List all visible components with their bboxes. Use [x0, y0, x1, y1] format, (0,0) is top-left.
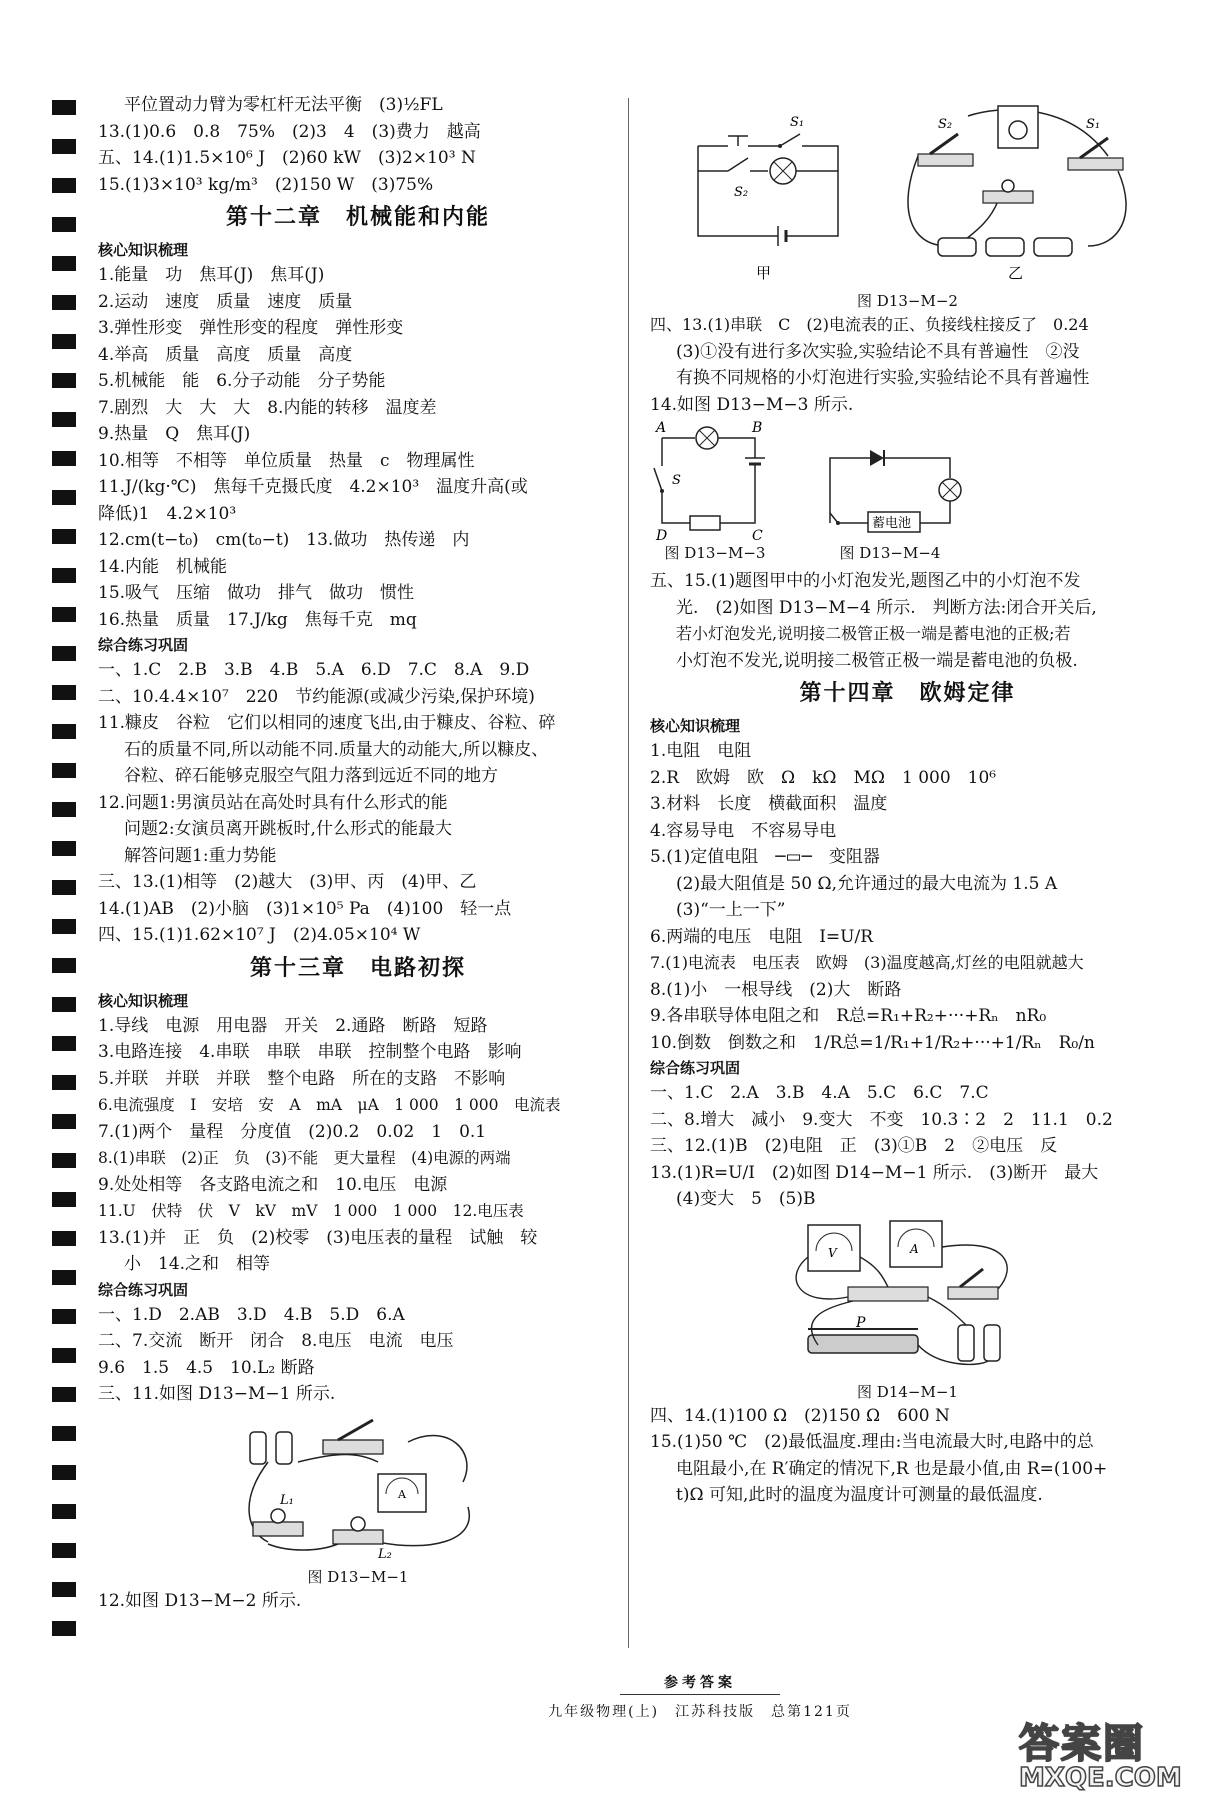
answer-line: 有换不同规格的小灯泡进行实验,实验结论不具有普遍性	[676, 368, 1090, 388]
answer-line: 6.两端的电压 电阻 I=U/R	[650, 926, 874, 947]
answer-line: (2)最大阻值是 50 Ω,允许通过的最大电流为 1.5 A	[676, 873, 1058, 894]
binding-mark	[52, 997, 76, 1012]
binding-mark	[52, 1231, 76, 1246]
section-heading: 核心知识梳理	[98, 991, 189, 1010]
label-yi: 乙	[1007, 264, 1023, 282]
answer-line: 3.电路连接 4.串联 串联 串联 控制整个电路 影响	[98, 1042, 522, 1062]
answer-line: 4.举高 质量 高度 质量 高度	[98, 344, 353, 365]
binding-mark	[52, 958, 76, 973]
binding-mark	[52, 1543, 76, 1558]
answer-line: 三、12.(1)B (2)电阻 正 (3)①B 2 ②电压 反	[650, 1136, 1058, 1156]
answer-line: 四、13.(1)串联 C (2)电流表的正、负接线柱接反了 0.24	[650, 315, 1089, 334]
answer-line: 一、1.C 2.B 3.B 4.B 5.A 6.D 7.C 8.A 9.D	[98, 660, 530, 680]
answer-line: 13.(1)R=U/I (2)如图 D14−M−1 所示. (3)断开 最大	[650, 1162, 1099, 1183]
answer-line: 11.糠皮 谷粒 它们以相同的速度飞出,由于糠皮、谷粒、碎	[98, 713, 556, 733]
binding-mark	[52, 178, 76, 193]
answer-line: 五、14.(1)1.5×10⁶ J (2)60 kW (3)2×10³ N	[98, 148, 476, 168]
label-l1: L₁	[280, 1492, 294, 1508]
answer-line: 10.倒数 倒数之和 1/R总=1/R₁+1/R₂+···+1/Rₙ R₀/n	[650, 1032, 1095, 1053]
answer-line: 15.(1)3×10³ kg/m³ (2)150 W (3)75%	[98, 174, 434, 195]
binding-mark	[52, 1465, 76, 1480]
ch14-practice-list	[650, 1080, 1165, 1213]
circuit-drawing	[650, 418, 1070, 543]
answer-line: 二、10.4.4×10⁷ 220 节约能源(或减少污染,保护环境)	[98, 686, 535, 707]
binding-mark	[52, 217, 76, 232]
section-heading: 综合练习巩固	[650, 1059, 741, 1077]
binding-mark	[52, 373, 76, 388]
svg-text:A: A	[909, 1241, 919, 1256]
ch13-section5-list	[650, 568, 1165, 674]
label-s2-pictorial: S₂	[937, 117, 952, 132]
answer-line: 11.U 伏特 伏 V kV mV 1 000 1 000 12.电压表	[98, 1202, 524, 1220]
binding-mark	[52, 529, 76, 544]
answer-line: 3.材料 长度 横截面积 温度	[650, 794, 888, 814]
figure-caption: 图 D13−M−4	[839, 544, 941, 562]
left-column	[98, 92, 618, 1614]
watermark-logo	[1019, 1712, 1189, 1792]
footer-info: 九年级物理(上) 江苏科技版 总第121页	[548, 1704, 852, 1720]
answer-line: 15.吸气 压缩 做功 排气 做功 惯性	[98, 583, 415, 603]
answer-line: 7.(1)电流表 电压表 欧姆 (3)温度越高,灯丝的电阻就越大	[650, 953, 1084, 972]
binding-mark	[52, 1309, 76, 1324]
section-heading: 综合练习巩固	[98, 636, 189, 654]
answer-line: 1.能量 功 焦耳(J) 焦耳(J)	[98, 265, 325, 285]
label-l2: L₂	[378, 1546, 392, 1562]
answer-line: 2.R 欧姆 欧 Ω kΩ MΩ 1 000 10⁶	[650, 767, 997, 788]
watermark-text: 答案圈	[1019, 1721, 1145, 1767]
answer-line: 四、14.(1)100 Ω (2)150 Ω 600 N	[650, 1405, 950, 1426]
binding-mark	[52, 1192, 76, 1207]
footer-title: 参考答案	[620, 1672, 780, 1695]
answer-line: 4.容易导电 不容易导电	[650, 820, 837, 841]
chapter-12-title: 第十二章 机械能和内能	[225, 205, 490, 230]
section-heading: 核心知识梳理	[650, 717, 741, 735]
figures-d13-m-3-4	[650, 418, 1165, 568]
answer-line: 15.(1)50 ℃ (2)最低温度.理由:当电流最大时,电路中的总	[650, 1432, 1094, 1452]
binding-mark	[52, 139, 76, 154]
section-heading: 综合练习巩固	[98, 1280, 189, 1299]
binding-mark	[52, 1504, 76, 1519]
svg-text:V: V	[827, 1245, 837, 1260]
answer-line: 3.弹性形变 弹性形变的程度 弹性形变	[98, 318, 404, 338]
binding-mark	[52, 1621, 76, 1636]
answer-line: 6.电流强度 I 安培 安 A mA μA 1 000 1 000 电流表	[98, 1096, 561, 1114]
answer-line: 若小灯泡发光,说明接二极管正极一端是蓄电池的正极;若	[676, 624, 1071, 643]
ch14-final-list	[650, 1403, 1165, 1509]
answer-line: 5.(1)定值电阻 ─▭─ 变阻器	[650, 847, 880, 867]
binding-mark	[52, 1426, 76, 1441]
answer-line: 平位置动力臂为零杠杆无法平衡 (3)½FL	[124, 95, 443, 115]
ch13-section4-list	[650, 312, 1165, 418]
answer-line: 16.热量 质量 17.J/kg 焦每千克 mq	[98, 609, 417, 630]
answer-line: 12.cm(t−t₀) cm(t₀−t) 13.做功 热传递 内	[98, 530, 470, 550]
answer-line: 一、1.C 2.A 3.B 4.A 5.C 6.C 7.C	[650, 1083, 989, 1103]
binding-mark	[52, 685, 76, 700]
binding-mark	[52, 1387, 76, 1402]
answer-line: 9.处处相等 各支路电流之和 10.电压 电源	[98, 1174, 448, 1195]
binding-mark	[52, 802, 76, 817]
ch12-knowledge-list	[98, 262, 618, 633]
answer-line: 12.如图 D13−M−2 所示.	[98, 1590, 302, 1611]
answer-line: (3)“一上一下”	[676, 900, 786, 920]
label-jia: 甲	[755, 264, 771, 282]
answer-line: 小灯泡不发光,说明接二极管正极一端是蓄电池的负极.	[676, 650, 1078, 671]
figure-caption: 图 D13−M−2	[857, 292, 958, 310]
answer-line: 小 14.之和 相等	[124, 1254, 271, 1274]
binding-mark	[52, 919, 76, 934]
answer-line: 二、7.交流 断开 闭合 8.电压 电流 电压	[98, 1331, 454, 1351]
page-footer	[470, 1672, 930, 1721]
answer-line: 11.J/(kg·℃) 焦每千克摄氏度 4.2×10³ 温度升高(或	[98, 477, 528, 497]
figure-caption: 图 D13−M−1	[307, 1567, 409, 1586]
binding-mark	[52, 412, 76, 427]
answer-line: 7.剧烈 大 大 大 8.内能的转移 温度差	[98, 397, 437, 418]
answer-line: 8.(1)小 一根导线 (2)大 断路	[650, 979, 902, 1000]
ch13-practice-list	[98, 1302, 618, 1408]
figure-d13-m-1	[228, 1412, 488, 1562]
figure-d13-m-2	[668, 96, 1148, 286]
watermark-url: MXQE.COM	[1019, 1763, 1182, 1793]
binding-mark	[52, 880, 76, 895]
label-s2: S₂	[733, 185, 748, 200]
answer-line: 解答问题1:重力势能	[124, 845, 277, 866]
binding-mark	[52, 1153, 76, 1168]
binding-mark	[52, 568, 76, 583]
binding-mark	[52, 1348, 76, 1363]
binding-mark	[52, 451, 76, 466]
answer-line: 9.热量 Q 焦耳(J)	[98, 424, 251, 444]
right-column	[650, 92, 1165, 1509]
answer-line: 二、8.增大 减小 9.变大 不变 10.3∶2 2 11.1 0.2	[650, 1109, 1113, 1130]
svg-text:S: S	[672, 473, 681, 488]
binding-mark	[52, 607, 76, 622]
answer-line: 5.并联 并联 并联 整个电路 所在的支路 不影响	[98, 1068, 506, 1089]
binding-mark	[52, 295, 76, 310]
answer-line: 2.运动 速度 质量 速度 质量	[98, 291, 353, 312]
answer-line: 谷粒、碎石能够克服空气阻力落到远近不同的地方	[124, 766, 498, 786]
svg-text:C: C	[752, 528, 763, 543]
answer-line: 三、13.(1)相等 (2)越大 (3)甲、丙 (4)甲、乙	[98, 872, 477, 892]
answer-line: 四、15.(1)1.62×10⁷ J (2)4.05×10⁴ W	[98, 925, 421, 945]
label-s1: S₁	[789, 115, 804, 130]
answer-line: 14.内能 机械能	[98, 556, 228, 577]
figure-d14-m-1	[778, 1217, 1038, 1377]
answer-line: 13.(1)0.6 0.8 75% (2)3 4 (3)费力 越高	[98, 121, 481, 142]
answer-line: 8.(1)串联 (2)正 负 (3)不能 更大量程 (4)电源的两端	[98, 1149, 511, 1167]
binding-mark	[52, 763, 76, 778]
answer-line: 5.机械能 能 6.分子动能 分子势能	[98, 371, 386, 391]
svg-text:A: A	[398, 1487, 406, 1501]
answer-line: 10.相等 不相等 单位质量 热量 c 物理属性	[98, 450, 475, 471]
answer-line: 14.如图 D13−M−3 所示.	[650, 394, 854, 415]
binding-mark	[52, 1114, 76, 1129]
answer-line: 一、1.D 2.AB 3.D 4.B 5.D 6.A	[98, 1304, 405, 1325]
answer-line: 1.导线 电源 用电器 开关 2.通路 断路 短路	[98, 1015, 488, 1036]
answer-line: 问题2:女演员离开跳板时,什么形式的能最大	[124, 819, 452, 839]
answer-line: 三、11.如图 D13−M−1 所示.	[98, 1384, 336, 1404]
binding-mark	[52, 841, 76, 856]
answer-line: 9.6 1.5 4.5 10.L₂ 断路	[98, 1357, 315, 1378]
label-battery: 蓄电池	[872, 516, 912, 531]
binding-mark	[52, 256, 76, 271]
answer-line: 12.问题1:男演员站在高处时具有什么形式的能	[98, 792, 448, 813]
answer-line: 7.(1)两个 量程 分度值 (2)0.2 0.02 1 0.1	[98, 1121, 487, 1142]
circuit-drawing	[668, 96, 1148, 286]
label-p: P	[855, 1314, 865, 1331]
figure-caption: 图 D14−M−1	[857, 1382, 958, 1401]
answer-line: 1.电阻 电阻	[650, 741, 752, 761]
ch13-knowledge-list	[98, 1013, 618, 1278]
circuit-drawing	[778, 1217, 1038, 1377]
section-heading: 核心知识梳理	[98, 241, 189, 259]
binding-marks	[52, 100, 78, 1670]
ch12-practice-list	[98, 657, 618, 949]
svg-text:B: B	[752, 420, 763, 436]
svg-text:D: D	[656, 528, 668, 543]
binding-mark	[52, 1270, 76, 1285]
answer-line: 降低)1 4.2×10³	[98, 503, 237, 524]
ch14-knowledge-list	[650, 738, 1165, 1056]
column-divider	[628, 98, 629, 1648]
binding-mark	[52, 1036, 76, 1051]
answer-line: 14.(1)AB (2)小脑 (3)1×10⁵ Pa (4)100 轻一点	[98, 898, 512, 919]
answer-line: 石的质量不同,所以动能不同.质量大的动能大,所以糠皮、	[124, 739, 549, 760]
binding-mark	[52, 1075, 76, 1090]
answer-line: (3)①没有进行多次实验,实验结论不具有普遍性 ②没	[676, 341, 1080, 362]
chapter-13-title: 第十三章 电路初探	[249, 955, 466, 981]
binding-mark	[52, 646, 76, 661]
binding-mark	[52, 490, 76, 505]
answer-line: 五、15.(1)题图甲中的小灯泡发光,题图乙中的小灯泡不发	[650, 571, 1081, 591]
answer-line: (4)变大 5 (5)B	[676, 1189, 816, 1209]
binding-mark	[52, 1582, 76, 1597]
binding-mark	[52, 724, 76, 739]
binding-mark	[52, 100, 76, 115]
label-s1-pictorial: S₁	[1085, 117, 1100, 132]
binding-mark	[52, 334, 76, 349]
circuit-drawing	[228, 1412, 488, 1562]
answer-line: 9.各串联导体电阻之和 R总=R₁+R₂+···+Rₙ nR₀	[650, 1006, 1047, 1026]
figure-caption: 图 D13−M−3	[664, 544, 766, 562]
answer-line: 光. (2)如图 D13−M−4 所示. 判断方法:闭合开关后,	[676, 597, 1097, 618]
svg-text:A: A	[656, 420, 667, 436]
chapter-14-title: 第十四章 欧姆定律	[799, 681, 1016, 706]
answer-line: 13.(1)并 正 负 (2)校零 (3)电压表的量程 试触 较	[98, 1227, 538, 1248]
answer-line: 电阻最小,在 R′确定的情况下,R 也是最小值,由 R=(100+	[676, 1458, 1108, 1479]
answer-line: t)Ω 可知,此时的温度为温度计可测量的最低温度.	[676, 1485, 1043, 1505]
